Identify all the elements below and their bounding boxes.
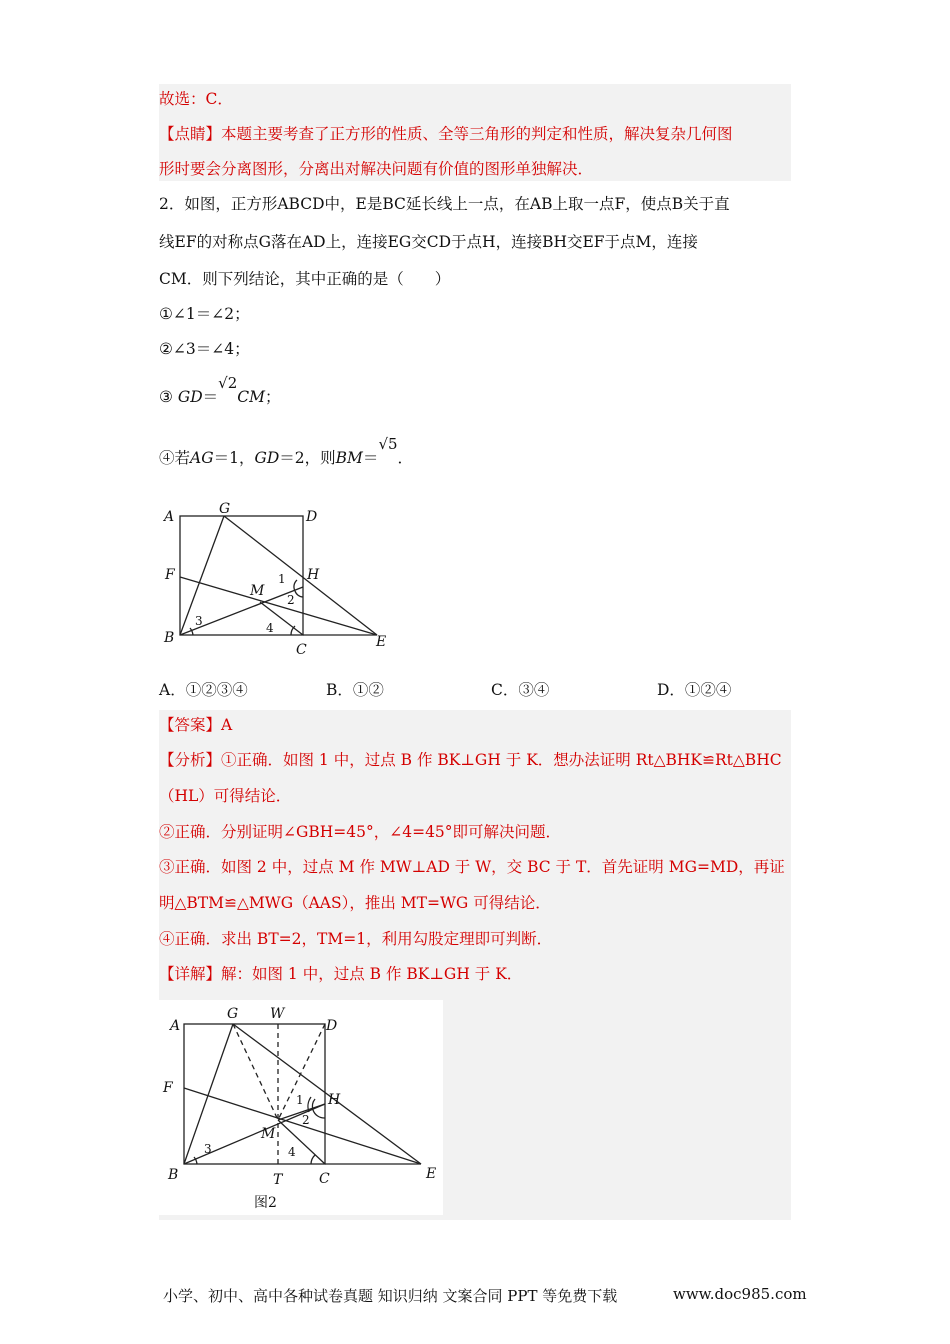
label-t: T bbox=[273, 1172, 283, 1188]
comment-line-2: 形时要会分离图形，分离出对解决问题有价值的图形单独解决． bbox=[159, 160, 594, 178]
footer-text: 小学、初中、高中各种试卷真题 知识归纳 文案合同 PPT 等免费下载 bbox=[163, 1287, 618, 1305]
label-d: D bbox=[306, 509, 318, 525]
label-a: A bbox=[170, 1018, 181, 1034]
statement-2: ②∠3＝∠4； bbox=[159, 340, 250, 358]
angle-label-3: 3 bbox=[204, 1142, 212, 1156]
analysis-line-3: ②正确．分别证明∠GBH=45°，∠4=45°即可解决问题． bbox=[159, 823, 562, 841]
analysis-line-5: 明△BTM≌△MWG（AAS），推出 MT=WG 可得结论． bbox=[159, 894, 551, 912]
analysis-line-4: ③正确．如图 2 中，过点 M 作 MW⊥AD 于 W，交 BC 于 T．首先证明 MG=MD，再证 bbox=[159, 858, 785, 876]
footer bbox=[163, 1285, 807, 1306]
statement-3: ③ GD＝√2CM； bbox=[159, 374, 281, 406]
analysis-line-6: ④正确．求出 BT=2，TM=1，利用勾股定理即可判断． bbox=[159, 930, 553, 948]
label-e: E bbox=[376, 634, 387, 650]
label-f: F bbox=[163, 1080, 173, 1096]
choice-line: 故选：C． bbox=[159, 90, 233, 108]
label-g: G bbox=[227, 1006, 239, 1022]
option-a[interactable]: A．①②③④ bbox=[159, 681, 248, 699]
angle-2-arc bbox=[295, 591, 303, 597]
answer-line: 【答案】A bbox=[159, 716, 233, 734]
footer-url[interactable]: www.doc985.com bbox=[673, 1285, 807, 1303]
angle-2-arc bbox=[313, 1110, 325, 1118]
analysis-line-1: 【分析】①正确．如图 1 中，过点 B 作 BK⊥GH 于 K．想办法证明 Rt△BHK≌Rt△BHC bbox=[159, 751, 782, 769]
label-m: M bbox=[261, 1126, 276, 1142]
label-e: E bbox=[426, 1166, 437, 1182]
question-line-1: 2．如图，正方形ABCD中，E是BC延长线上一点，在AB上取一点F，使点B关于直 bbox=[159, 195, 730, 213]
option-b[interactable]: B．①② bbox=[326, 681, 384, 699]
solution-tail-block bbox=[159, 84, 791, 181]
question-line-2: 线EF的对称点G落在AD上，连接EG交CD于点H，连接BH交EF于点M，连接 bbox=[159, 233, 698, 251]
question-line-3: CM．则下列结论，其中正确的是（ ） bbox=[159, 270, 451, 288]
angle-4-arc bbox=[291, 626, 295, 635]
label-b: B bbox=[164, 630, 175, 646]
angle-label-2: 2 bbox=[302, 1113, 310, 1127]
label-c: C bbox=[319, 1171, 330, 1187]
angle-label-4: 4 bbox=[266, 621, 274, 635]
segment-ge bbox=[233, 1024, 421, 1164]
analysis-line-2: （HL）可得结论． bbox=[159, 787, 292, 805]
option-d[interactable]: D．①②④ bbox=[657, 681, 732, 699]
angle-label-4: 4 bbox=[288, 1145, 296, 1159]
label-c: C bbox=[296, 642, 307, 658]
angle-4-arc bbox=[311, 1155, 315, 1164]
statement-4: ④若AG＝1，GD＝2，则BM＝√5． bbox=[159, 435, 414, 467]
figure-2-caption: 图2 bbox=[254, 1195, 277, 1211]
detail-line: 【详解】解：如图 1 中，过点 B 作 BK⊥GH 于 K． bbox=[159, 965, 523, 983]
comment-line-1: 【点睛】本题主要考查了正方形的性质、全等三角形的判定和性质，解决复杂几何图 bbox=[159, 125, 733, 143]
angle-label-1: 1 bbox=[296, 1093, 304, 1107]
angle-label-2: 2 bbox=[287, 593, 295, 607]
figure-2 bbox=[159, 1000, 443, 1215]
label-h: H bbox=[328, 1092, 341, 1108]
label-g: G bbox=[219, 501, 231, 517]
option-c[interactable]: C．③④ bbox=[491, 681, 550, 699]
sqrt-2: √2 bbox=[218, 374, 238, 392]
answer-block bbox=[159, 710, 791, 1220]
label-w: W bbox=[270, 1006, 285, 1022]
sqrt-5: √5 bbox=[378, 435, 398, 453]
label-f: F bbox=[165, 567, 175, 583]
label-m: M bbox=[250, 583, 265, 599]
label-h: H bbox=[307, 567, 320, 583]
label-d: D bbox=[326, 1018, 338, 1034]
angle-label-3: 3 bbox=[195, 614, 203, 628]
label-a: A bbox=[164, 509, 175, 525]
figure-1 bbox=[159, 498, 399, 660]
label-b: B bbox=[168, 1167, 179, 1183]
angle-label-1: 1 bbox=[278, 572, 286, 586]
segment-ge bbox=[224, 516, 377, 635]
statement-1: ①∠1＝∠2； bbox=[159, 305, 250, 323]
